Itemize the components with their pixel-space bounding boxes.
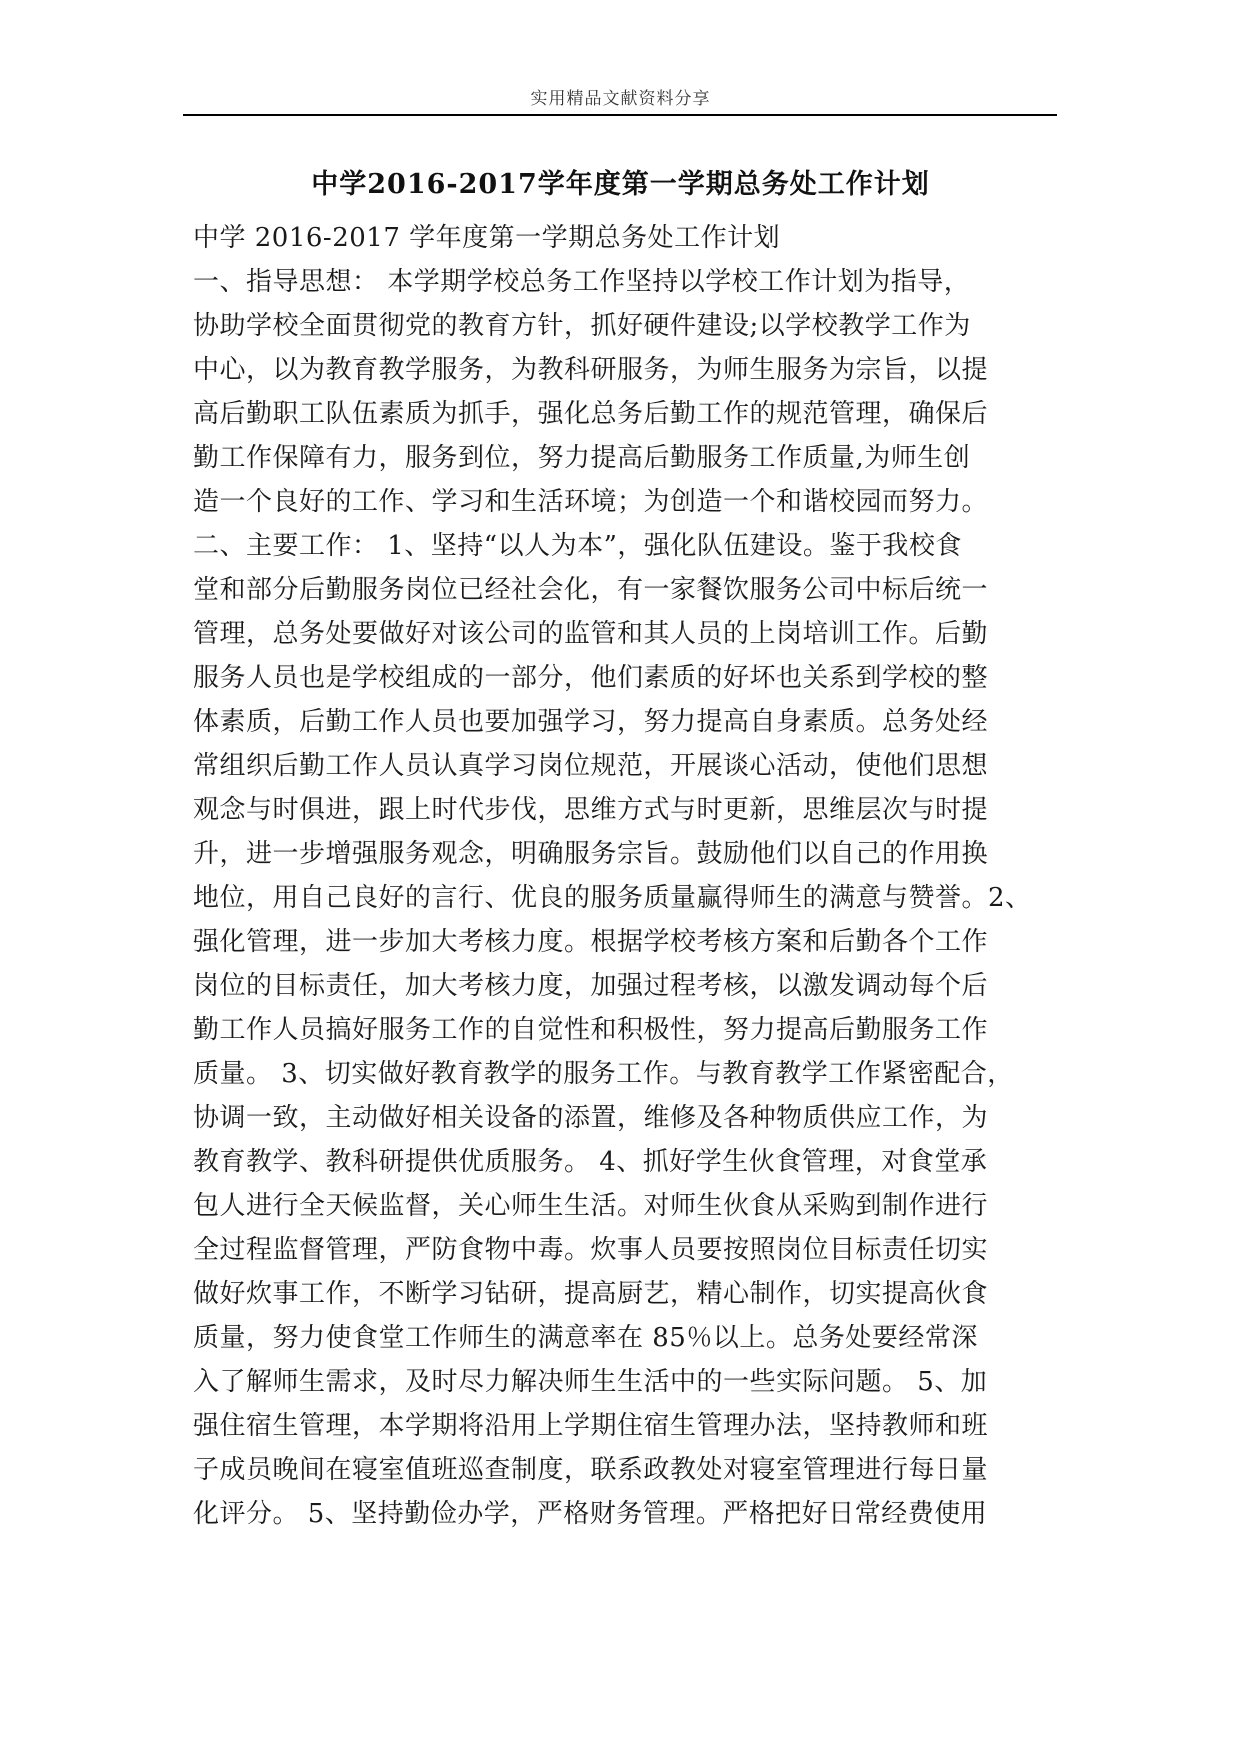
body-line: 强化管理，进一步加大考核力度。根据学校考核方案和后勤各个工作 bbox=[193, 927, 989, 957]
body-line: 观念与时俱进，跟上时代步伐，思维方式与时更新，思维层次与时提 bbox=[193, 795, 989, 825]
body-line: 子成员晚间在寝室值班巡查制度，联系政教处对寝室管理进行每日量 bbox=[193, 1455, 989, 1485]
body-line: 造一个良好的工作、学习和生活环境；为创造一个和谐校园而努力。 bbox=[193, 487, 989, 517]
body-line: 岗位的目标责任，加大考核力度，加强过程考核，以激发调动每个后 bbox=[193, 971, 989, 1001]
body-line: 入了解师生需求，及时尽力解决师生生活中的一些实际问题。 5、加 bbox=[193, 1367, 988, 1397]
body-line: 质量。 3、切实做好教育教学的服务工作。与教育教学工作紧密配合， bbox=[193, 1059, 1014, 1089]
body-line: 勤工作保障有力，服务到位，努力提高后勤服务工作质量,为师生创 bbox=[193, 443, 971, 473]
body-line: 化评分。 5、坚持勤俭办学，严格财务管理。严格把好日常经费使用 bbox=[193, 1499, 988, 1529]
document-body bbox=[193, 216, 1073, 1536]
document-title: 中学2016-2017学年度第一学期总务处工作计划 bbox=[311, 169, 930, 200]
body-line: 强住宿生管理，本学期将沿用上学期住宿生管理办法，坚持教师和班 bbox=[193, 1411, 989, 1441]
body-line: 中心，以为教育教学服务，为教科研服务，为师生服务为宗旨，以提 bbox=[193, 355, 989, 385]
body-line: 质量，努力使食堂工作师生的满意率在 85％以上。总务处要经常深 bbox=[193, 1323, 978, 1353]
body-line: 中学 2016-2017 学年度第一学期总务处工作计划 bbox=[193, 223, 781, 253]
body-line: 管理，总务处要做好对该公司的监管和其人员的上岗培训工作。后勤 bbox=[193, 619, 989, 649]
body-line: 高后勤职工队伍素质为抓手，强化总务后勤工作的规范管理，确保后 bbox=[193, 399, 989, 429]
body-line: 体素质，后勤工作人员也要加强学习，努力提高自身素质。总务处经 bbox=[193, 707, 989, 737]
body-line: 做好炊事工作，不断学习钻研，提高厨艺，精心制作，切实提高伙食 bbox=[193, 1279, 989, 1309]
body-line: 协调一致，主动做好相关设备的添置，维修及各种物质供应工作，为 bbox=[193, 1103, 989, 1133]
running-header: 实用精品文献资料分享 bbox=[530, 89, 711, 109]
body-line: 包人进行全天候监督，关心师生生活。对师生伙食从采购到制作进行 bbox=[193, 1191, 989, 1221]
body-line: 协助学校全面贯彻党的教育方针，抓好硬件建设;以学校教学工作为 bbox=[193, 311, 971, 341]
body-line: 常组织后勤工作人员认真学习岗位规范，开展谈心活动，使他们思想 bbox=[193, 751, 989, 781]
body-line: 升，进一步增强服务观念，明确服务宗旨。鼓励他们以自己的作用换 bbox=[193, 839, 989, 869]
body-line: 堂和部分后勤服务岗位已经社会化，有一家餐饮服务公司中标后统一 bbox=[193, 575, 989, 605]
body-line: 全过程监督管理，严防食物中毒。炊事人员要按照岗位目标责任切实 bbox=[193, 1235, 989, 1265]
body-line: 服务人员也是学校组成的一部分，他们素质的好坏也关系到学校的整 bbox=[193, 663, 989, 693]
body-line: 教育教学、教科研提供优质服务。 4、抓好学生伙食管理，对食堂承 bbox=[193, 1147, 988, 1177]
header-divider bbox=[183, 114, 1057, 116]
body-line: 二、主要工作： 1、坚持“以人为本”，强化队伍建设。鉴于我校食 bbox=[193, 531, 962, 561]
body-line: 地位，用自己良好的言行、优良的服务质量赢得师生的满意与赞誉。2、 bbox=[193, 883, 1032, 913]
body-line: 一、指导思想： 本学期学校总务工作坚持以学校工作计划为指导， bbox=[193, 267, 971, 297]
body-line: 勤工作人员搞好服务工作的自觉性和积极性，努力提高后勤服务工作 bbox=[193, 1015, 989, 1045]
